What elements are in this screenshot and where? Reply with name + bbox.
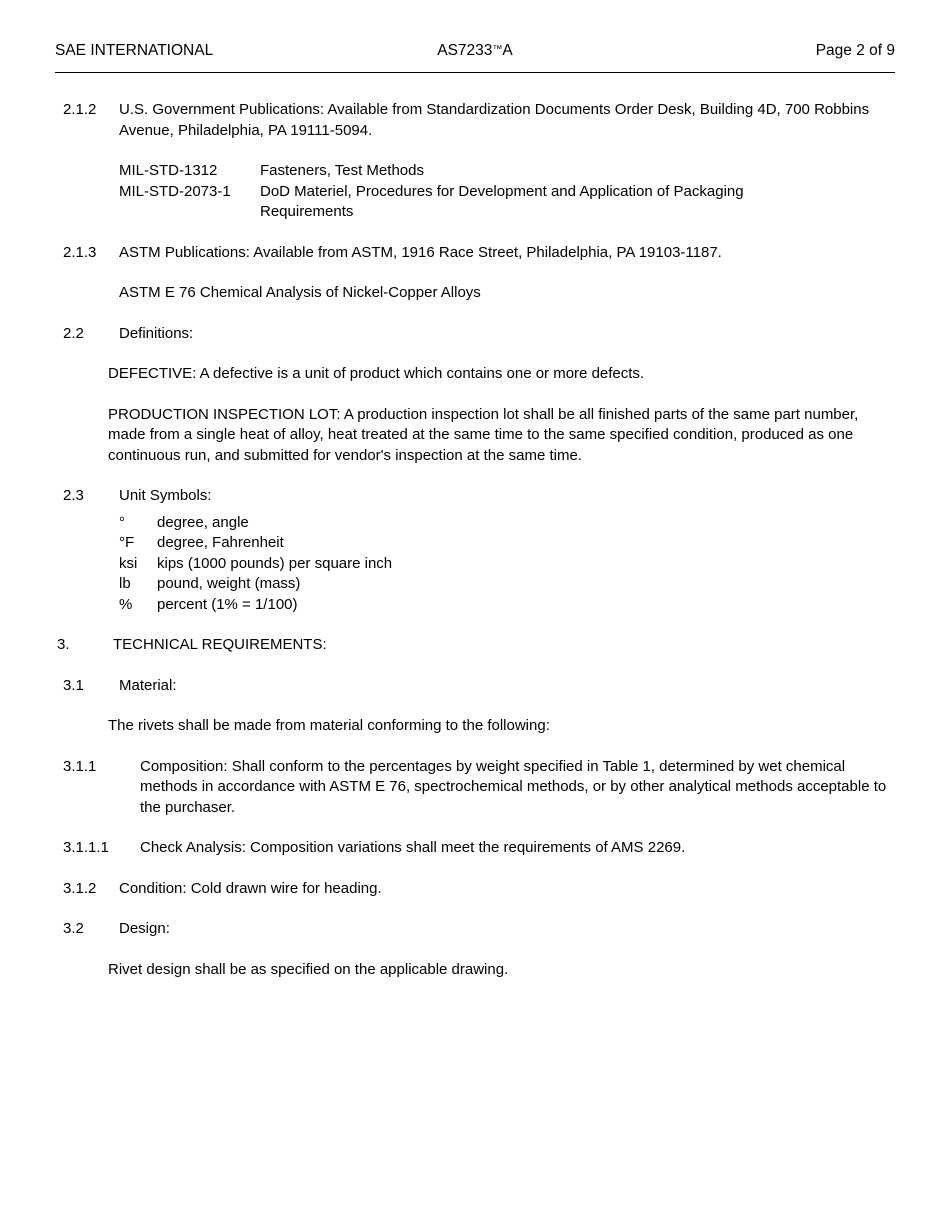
section-3-1-2-text: Condition: Cold drawn wire for heading.	[119, 879, 382, 897]
section-2-3-title: Unit Symbols:	[119, 487, 212, 504]
section-2-1-2-number: 2.1.2	[63, 101, 97, 118]
reference-item	[119, 182, 895, 223]
unit-symbol-key: °	[119, 513, 125, 531]
section-3-title: TECHNICAL REQUIREMENTS:	[113, 636, 327, 653]
unit-symbol-row	[119, 513, 895, 534]
section-3-2-title: Design:	[119, 920, 170, 937]
section-3-1-1-text: Composition: Shall conform to the percentages by weight specified in Table 1, determined by wet chemical methods in accordance with ASTM E 76, spectrochemical methods, or by other analytical methods acceptable to the purchaser.	[140, 757, 887, 816]
section-3-1-1-1-number: 3.1.1.1	[63, 839, 109, 856]
reference-code: MIL-STD-1312	[119, 162, 218, 179]
trademark-symbol: ™	[492, 44, 503, 55]
section-3-1	[55, 676, 895, 697]
page-header	[55, 42, 895, 73]
unit-symbol-key: %	[119, 595, 133, 613]
header-organization: SAE INTERNATIONAL	[55, 42, 214, 59]
unit-symbol-row	[119, 595, 895, 616]
reference-description-line2: Requirements	[260, 203, 354, 220]
reference-description-line1: DoD Materiel, Procedures for Development and Application of Packaging	[260, 182, 744, 200]
section-3-1-1-1-text: Check Analysis: Composition variations shall meet the requirements of AMS 2269.	[140, 839, 686, 856]
section-2-1-2-text: U.S. Government Publications: Available from Standardization Documents Order Desk, Building 4D, 700 Robbins Avenue, Philadelphia, PA 19111-5094.	[119, 101, 870, 139]
section-3-number: 3.	[57, 636, 70, 653]
section-3-1-1-number: 3.1.1	[63, 757, 97, 775]
unit-symbol-row	[119, 554, 895, 575]
astm-reference: ASTM E 76 Chemical Analysis of Nickel-Copper Alloys	[119, 284, 481, 301]
header-page-number: Page 2 of 9	[815, 42, 895, 59]
section-3-2-number: 3.2	[63, 920, 84, 937]
reference-description: Fasteners, Test Methods	[260, 162, 424, 179]
unit-symbol-value: kips (1000 pounds) per square inch	[157, 554, 393, 572]
unit-symbol-value: degree, Fahrenheit	[157, 534, 284, 551]
mil-std-reference-list	[55, 161, 895, 223]
unit-symbol-row	[119, 574, 895, 595]
definition-defective: DEFECTIVE: A defective is a unit of product which contains one or more defects.	[108, 365, 645, 382]
section-2-1-3	[55, 243, 895, 264]
section-3-1-number: 3.1	[63, 676, 84, 694]
section-3-1-body: The rivets shall be made from material conforming to the following:	[108, 717, 550, 734]
unit-symbol-key: °F	[119, 534, 135, 551]
reference-code: MIL-STD-2073-1	[119, 182, 231, 200]
section-3-1-1	[55, 757, 895, 819]
section-3-1-2	[55, 879, 895, 900]
definition-production-inspection-lot: PRODUCTION INSPECTION LOT: A production inspection lot shall be all finished parts of the same part number, made from a single heat of alloy, heat treated at the same time to the same specified condition, produced as one continuous run, and submitted for vendor's inspection at the same time.	[108, 405, 859, 464]
reference-description	[260, 182, 895, 223]
section-3-1-title: Material:	[119, 676, 177, 694]
section-2-2-number: 2.2	[63, 324, 84, 342]
section-3-1-1-1	[55, 838, 895, 859]
section-2-1-2	[55, 100, 895, 141]
section-2-3-number: 2.3	[63, 487, 84, 504]
section-2-2-title: Definitions:	[119, 324, 194, 342]
section-3-1-2-number: 3.1.2	[63, 879, 97, 897]
section-2-3	[55, 486, 895, 507]
header-document-number: AS7233	[437, 42, 493, 59]
unit-symbol-row	[119, 533, 895, 554]
unit-symbol-key: ksi	[119, 554, 138, 572]
section-2-2	[55, 324, 895, 345]
section-2-1-3-text: ASTM Publications: Available from ASTM, 1916 Race Street, Philadelphia, PA 19103-1187.	[119, 243, 722, 261]
section-3-2	[55, 919, 895, 940]
unit-symbol-value: pound, weight (mass)	[157, 575, 301, 592]
section-3-2-body: Rivet design shall be as specified on the applicable drawing.	[108, 960, 509, 978]
document-body	[55, 100, 895, 980]
unit-symbol-key: lb	[119, 575, 131, 592]
section-2-1-3-number: 2.1.3	[63, 243, 97, 261]
unit-symbol-value: percent (1% = 1/100)	[157, 595, 298, 613]
unit-symbol-value: degree, angle	[157, 513, 249, 531]
unit-symbols-list	[55, 513, 895, 616]
reference-item	[119, 161, 895, 182]
section-3	[55, 635, 895, 656]
header-document-revision: A	[502, 42, 513, 59]
